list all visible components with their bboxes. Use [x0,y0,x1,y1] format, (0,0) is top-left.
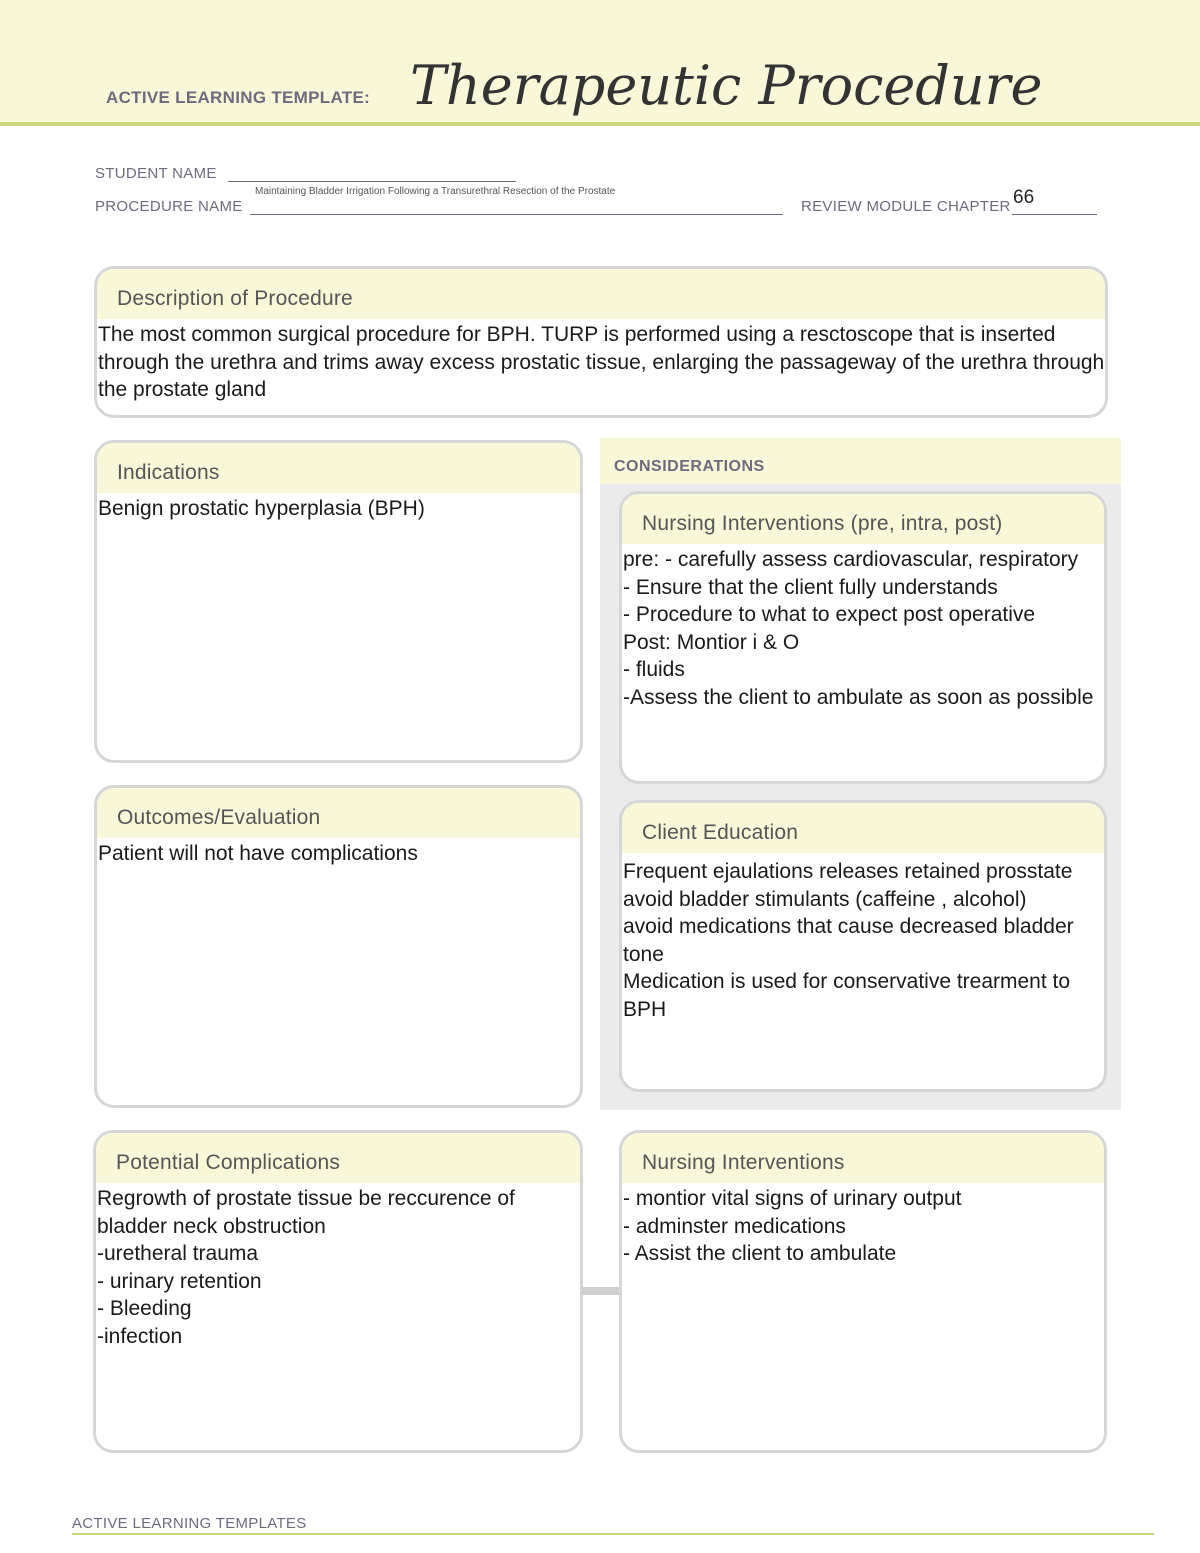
description-title: Description of Procedure [97,269,1105,319]
client-education-box [619,800,1107,1092]
review-module-label: REVIEW MODULE CHAPTER [801,198,1011,215]
review-module-field[interactable] [1012,214,1097,215]
nursing-pre-intra-post-title: Nursing Interventions (pre, intra, post) [622,494,1104,544]
page-title: Therapeutic Procedure [410,54,1043,117]
procedure-name-value: Maintaining Bladder Irrigation Following a Transurethral Resection of the Prostate [255,186,616,197]
client-education-title: Client Education [622,803,1104,853]
nursing-interventions-title: Nursing Interventions [622,1133,1104,1183]
outcomes-body[interactable]: Patient will not have complications [98,842,418,865]
template-label: ACTIVE LEARNING TEMPLATE: [106,88,371,107]
footer-rule [72,1533,1154,1535]
outcomes-title: Outcomes/Evaluation [97,788,580,838]
procedure-name-label: PROCEDURE NAME [95,198,243,215]
considerations-label: CONSIDERATIONS [614,458,765,475]
nursing-pre-intra-post-body[interactable]: pre: - carefully assess cardiovascular, respiratory - Ensure that the client fully understands - Procedure to what to expect post operative Post: Montior i & O - fluids -Assess the client to ambulate as soon as possible [623,548,1094,709]
client-education-body[interactable]: Frequent ejaulations releases retained prosstate avoid bladder stimulants (caffeine , alcohol) avoid medications that cause decreased bladder tone Medication is used for conservative trearment to BPH [623,860,1074,1021]
complications-box [93,1130,583,1453]
indications-title: Indications [97,443,580,493]
header-rule [0,122,1200,126]
student-name-field[interactable] [228,181,516,182]
nursing-pre-intra-post-box [619,491,1107,784]
indications-box [94,440,583,763]
procedure-name-field[interactable] [250,214,783,215]
outcomes-box [94,785,583,1108]
student-name-label: STUDENT NAME [95,165,217,182]
connector-bar [582,1287,620,1295]
description-box [94,266,1108,418]
complications-title: Potential Complications [96,1133,580,1183]
complications-body[interactable]: Regrowth of prostate tissue be reccurence of bladder neck obstruction -uretheral trauma - urinary retention - Bleeding -infection [97,1187,515,1348]
review-module-value: 66 [1013,187,1035,208]
footer-label: ACTIVE LEARNING TEMPLATES [72,1515,307,1532]
description-body[interactable]: The most common surgical procedure for BPH. TURP is performed using a resctoscope that is inserted through the urethra and trims away excess prostatic tissue, enlarging the passageway of the urethra through the prostate gland [98,323,1105,401]
indications-body[interactable]: Benign prostatic hyperplasia (BPH) [98,497,425,520]
nursing-interventions-box [619,1130,1107,1453]
nursing-interventions-body[interactable]: - montior vital signs of urinary output - adminster medications - Assist the client to ambulate [623,1187,962,1265]
